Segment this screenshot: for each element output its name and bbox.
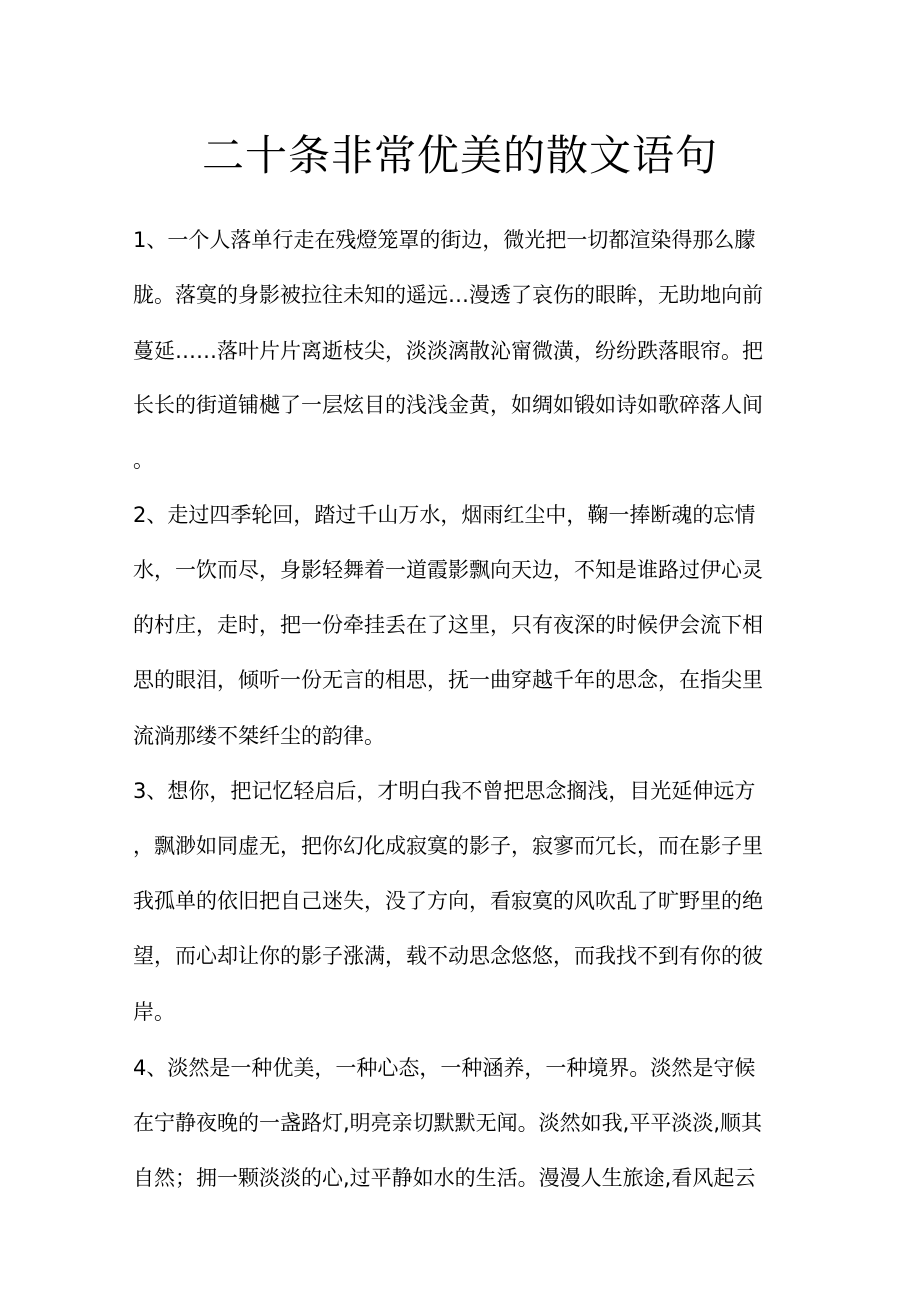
paragraph-line: 胧。落寞的身影被拉往未知的遥远…漫透了哀伤的眼眸，无助地向前: [133, 283, 763, 307]
paragraph-line: 3、想你，把记忆轻启后，才明白我不曾把思念搁浅，目光延伸远方: [133, 779, 756, 803]
paragraph-line: 。: [133, 448, 154, 472]
paragraph-line: 思的眼泪，倾听一份无言的相思，抚一曲穿越千年的思念，在指尖里: [133, 668, 763, 692]
paragraph-line: 岸。: [133, 1000, 175, 1024]
paragraph-line: 的村庄，走时，把一份牵挂丢在了这里，只有夜深的时候伊会流下相: [133, 613, 763, 637]
paragraph-line: 长长的街道铺樾了一层炫目的浅浅金黄，如绸如锻如诗如歌碎落人间: [133, 393, 763, 417]
document-title: 二十条非常优美的散文语句: [201, 131, 718, 180]
paragraph-line: 我孤单的依旧把自己迷失，没了方向，看寂寞的风吹乱了旷野里的绝: [133, 889, 763, 913]
paragraph-line: 2、走过四季轮回，踏过千山万水，烟雨红尘中，鞠一捧断魂的忘情: [133, 503, 756, 527]
paragraph-line: 水，一饮而尽，身影轻舞着一道霞影飘向天边，不知是谁路过伊心灵: [133, 558, 763, 582]
paragraph-line: ，飘渺如同虚无，把你幻化成寂寞的影子，寂寥而冗长，而在影子里: [133, 834, 763, 858]
paragraph-line: 在宁静夜晚的一盏路灯,明亮亲切默默无闻。淡然如我,平平淡淡,顺其: [133, 1111, 763, 1135]
paragraph-line: 1、一个人落单行走在残燈笼罩的街边，微光把一切都渲染得那么朦: [133, 228, 756, 252]
paragraph-line: 流淌那缕不桀纤尘的韵律。: [133, 724, 385, 748]
paragraph-line: 自然；拥一颗淡淡的心,过平静如水的生活。漫漫人生旅途,看风起云: [133, 1166, 756, 1190]
paragraph-line: 望，而心却让你的影子涨满，载不动思念悠悠，而我找不到有你的彼: [133, 944, 763, 968]
paragraph-line: 蔓延……落叶片片离逝枝尖，淡淡漓散沁甯微潢，纷纷跌落眼帘。把: [133, 339, 763, 363]
paragraph-line: 4、淡然是一种优美，一种心态，一种涵养，一种境界。淡然是守候: [133, 1056, 756, 1080]
